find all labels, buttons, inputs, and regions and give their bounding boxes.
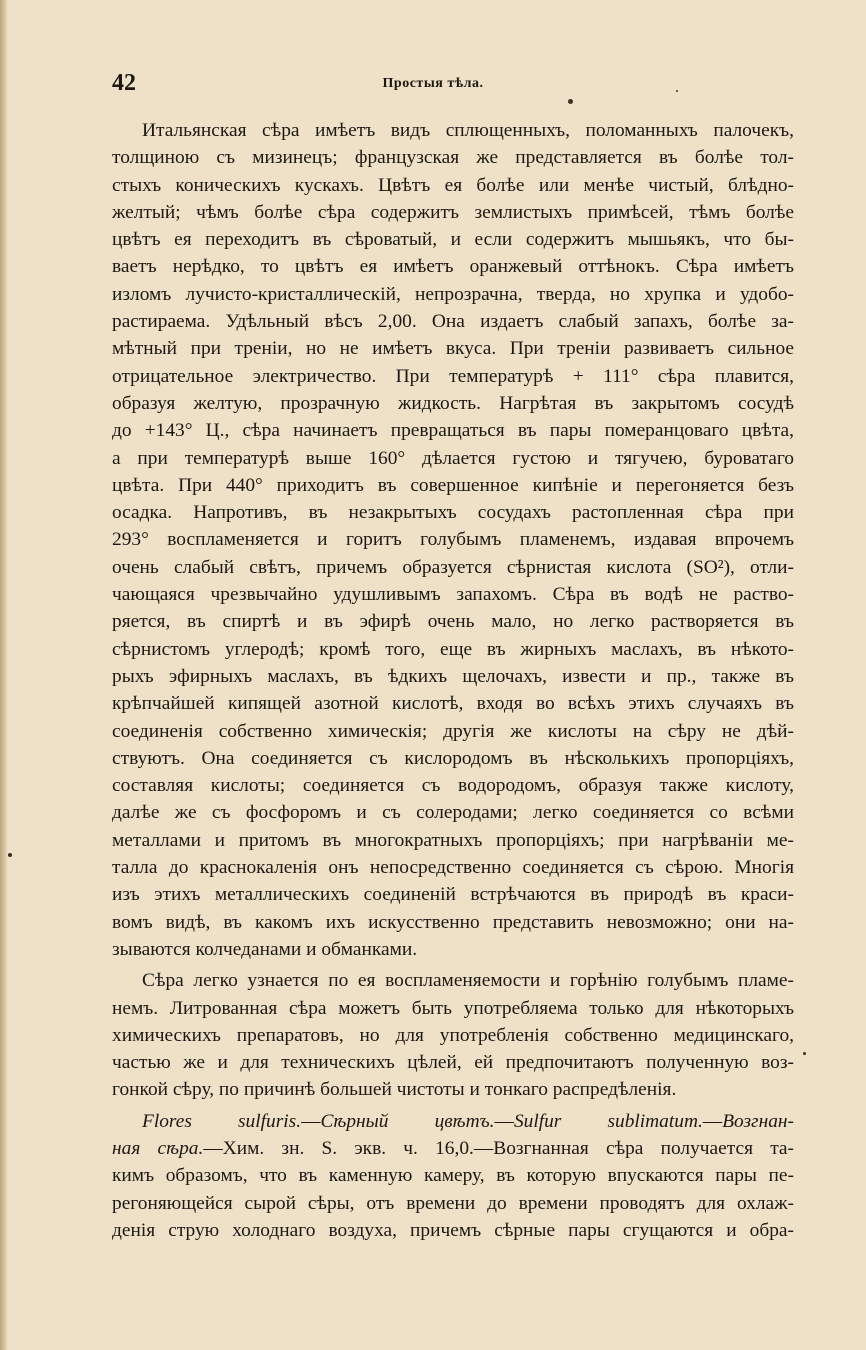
text-line: сѣрнистомъ углеродѣ; кромѣ того, еще въ жирныхъ маслахъ, въ нѣкото- [112,638,794,660]
text-line: цвѣта. При 440° приходитъ въ совершенное кипѣніе и перегоняется безъ [112,474,794,496]
page-number: 42 [112,70,136,96]
text-line: составляя кислоты; соединяется съ водородомъ, образуя также кислоту, [112,775,794,797]
text-line: зываются колчеданами и обманками. [112,938,418,960]
text-line: частью же и для техническихъ цѣлей, ей предпочитаютъ полученную воз- [112,1052,794,1074]
text-line: рыхъ эфирныхъ маслахъ, въ ѣдкихъ щелочахъ, извести и пр., также въ [112,665,794,687]
text-line: вомъ видѣ, въ какомъ ихъ искусственно представить невозможно; они на- [112,911,794,933]
text-line: изломъ лучисто-кристаллическій, непрозрачна, тверда, но хрупка и удобо- [112,283,794,305]
text-line: цвѣтъ ея переходитъ въ сѣроватый, и если содержитъ мышьякъ, что бы- [112,229,794,251]
page-header [112,68,754,102]
text-line: очень слабый свѣтъ, причемъ образуется сѣрнистая кислота (SO²), отли- [112,556,794,578]
entry-heading-line: Flores sulfuris.—Сѣрный цвѣтъ.—Sulfur sublimatum.—Возгнан- [142,1110,794,1132]
text-line: химическихъ препаратовъ, но для употребленія собственно медицинскаго, [112,1024,794,1046]
text-line: соединенія собственно химическія; другія же кислоты на сѣру не дѣй- [112,720,794,742]
text-line: 293° воспламеняется и горитъ голубымъ пламенемъ, издавая впрочемъ [112,529,794,551]
entry-latin-synonym: Sulfur sublimatum. [513,1110,703,1132]
text-line: регоняющейся сырой сѣры, отъ времени до времени проводятъ для охлаж- [112,1192,794,1214]
text-line: Итальянская сѣра имѣетъ видъ сплющенныхъ, поломанныхъ палочекъ, [142,120,794,141]
text-line: чающаяся чрезвычайно удушливымъ запахомъ. Сѣра въ водѣ не раство- [112,584,794,606]
text-line: образуя желтую, прозрачную жидкость. Нагрѣтая въ закрытомъ сосудѣ [112,392,794,414]
entry-latin-name: Flores sulfuris. [142,1110,302,1132]
text-line: крѣпчайшей кипящей азотной кислотѣ, входя во всѣхъ этихъ случаяхъ въ [112,693,794,715]
text-line: талла до краснокаленія онъ непосредственно соединяется съ сѣрою. Многія [112,857,794,879]
text-line: далѣе же съ фосфоромъ и съ солеродами; легко соединяется со всѣми [112,802,794,824]
text-line: желтый; чѣмъ болѣе сѣра содержитъ землистыхъ примѣсей, тѣмъ болѣе [112,201,794,223]
text-line: ряется, въ спиртѣ и въ эфирѣ очень мало, но легко растворяется въ [112,611,794,633]
text-line: металлами и притомъ въ многократныхъ пропорціяхъ; при нагрѣваніи ме- [112,829,794,851]
text-line: кимъ образомъ, что въ каменную камеру, въ которую впускаются пары пе- [112,1165,794,1187]
text-line: ваетъ нерѣдко, то цвѣтъ ея имѣетъ оранжевый оттѣнокъ. Сѣра имѣетъ [112,256,794,278]
text-line: ствуютъ. Она соединяется съ кислородомъ въ нѣсколькихъ пропорціяхъ, [112,747,794,769]
paragraph-sulfur-recognition [112,967,794,1103]
running-title: Простыя тѣла. [382,76,484,91]
text-line: осадка. Напротивъ, въ незакрытыхъ сосудахъ растопленная сѣра при [112,502,794,524]
body-text [112,117,794,1244]
text-line: мѣтный при треніи, но не имѣетъ вкуса. При треніи развиваетъ сильное [112,338,794,360]
text-line: отрицательное электричество. При температурѣ + 111° сѣра плавится, [112,365,794,387]
text-line: немъ. Литрованная сѣра можетъ быть употребляема только для нѣкоторыхъ [112,997,794,1019]
paragraph-italian-sulfur [112,117,794,963]
text-line: Сѣра легко узнается по ея воспламеняемости и горѣнію голубымъ пламе- [142,970,794,992]
text-line: изъ этихъ металлическихъ соединеній встрѣчаются въ природѣ въ краси- [112,884,794,906]
text-line: стыхъ коническихъ кускахъ. Цвѣтъ ея болѣе или менѣе чистый, блѣдно- [112,174,794,196]
text-line: до +143° Ц., сѣра начинаетъ превращаться въ пары померанцоваго цвѣта, [112,420,794,442]
text-line: растираема. Удѣльный вѣсъ 2,00. Она издаетъ слабый запахъ, болѣе за- [112,311,794,333]
text-line: а при температурѣ выше 160° дѣлается густою и тягучею, буроватаго [112,447,794,469]
text-line: денія струю холоднаго воздуха, причемъ сѣрные пары сгущаются и обра- [112,1219,794,1241]
entry-russian-name: Сѣрный цвѣтъ. [320,1110,495,1132]
entry-line: ная сѣра.—Хим. зн. S. экв. ч. 16,0.—Возгнанная сѣра получается та- [112,1137,794,1159]
text-line: толщиною съ мизинецъ; французская же представляется въ болѣе тол- [112,147,794,169]
text-line: гонкой сѣру, по причинѣ большей чистоты и тонкаго распредѣленія. [112,1079,677,1101]
entry-russian-synonym: Возгнан- [722,1110,794,1132]
page-edge [0,0,7,1350]
entry-flores-sulfuris [112,1108,794,1244]
